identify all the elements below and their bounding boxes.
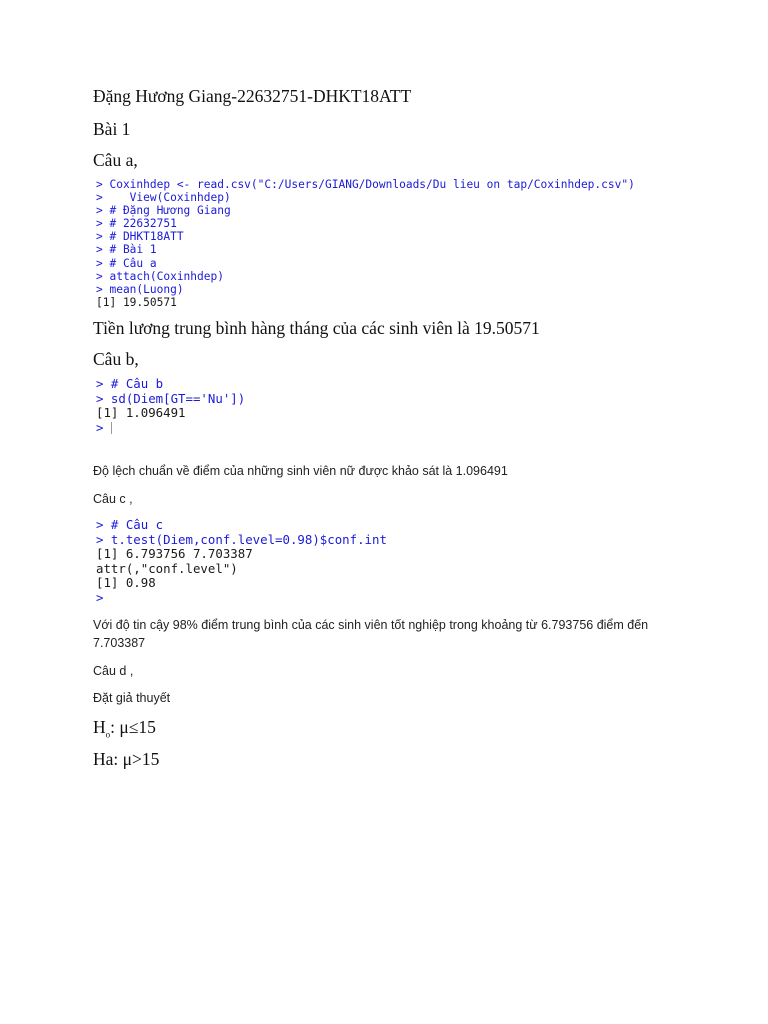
console-command-line: > Coxinhdep <- read.csv("C:/Users/GIANG/Downloads/Du lieu on tap/Coxinhdep.csv") (96, 178, 635, 191)
console-prompt: > (96, 589, 104, 605)
section-a-conclusion: Tiền lương trung bình hàng tháng của các sinh viên là 19.50571 (93, 318, 540, 338)
console-command-line: > attach(Coxinhdep) (96, 269, 224, 283)
console-command-line: > # Đặng Hương Giang (96, 204, 231, 218)
text-cursor (111, 422, 112, 434)
console-prompt: > (96, 421, 245, 436)
null-hypothesis: $H_o$: μ≤15 (93, 717, 156, 740)
section-a-title: Câu a, (93, 150, 138, 170)
console-output-line: [1] 1.096491 (96, 405, 186, 421)
document-header: Đặng Hương Giang-22632751-DHKT18ATT (93, 86, 412, 106)
console-command-line: > # Bài 1 (96, 243, 157, 257)
console-output-line: [1] 0.98 (96, 575, 156, 591)
console-command-line: > # Câu a (96, 256, 157, 270)
console-command-line: > # Câu c (96, 517, 164, 532)
console-command-line: > t.test(Diem,conf.level=0.98)$conf.int (96, 531, 387, 547)
exercise-title: Bài 1 (93, 119, 131, 139)
console-command-line: > View(Coxinhdep) (96, 191, 231, 205)
console-command-line: > # 22632751 (96, 217, 177, 231)
section-d-title: Câu d , (93, 664, 134, 678)
console-command-line: > mean(Luong) (96, 282, 184, 296)
alternative-hypothesis: Ha: μ>15 (93, 749, 160, 769)
section-b-title: Câu b, (93, 349, 139, 369)
section-c-conclusion-line1: Với độ tin cậy 98% điểm trung bình của các sinh viên tốt nghiệp trong khoảng từ 6.793756 điểm đến (93, 618, 649, 632)
r-console-c (96, 518, 387, 606)
console-output-line: [1] 19.50571 (96, 295, 177, 309)
console-command-line: > sd(Diem[GT=='Nu']) (96, 390, 246, 406)
section-c-conclusion-line2: 7.703387 (93, 636, 146, 650)
r-console-a (96, 178, 635, 309)
section-b-conclusion: Độ lệch chuẩn về điểm của những sinh viên nữ được khảo sát là 1.096491 (93, 464, 508, 478)
console-output-line: attr(,"conf.level") (96, 560, 238, 576)
hypothesis-intro: Đặt giả thuyết (93, 691, 171, 705)
console-command-line: > # Câu b (96, 376, 164, 391)
r-console-b (96, 377, 245, 435)
console-output-line: [1] 6.793756 7.703387 (96, 546, 253, 562)
section-c-title: Câu c , (93, 492, 133, 506)
console-command-line: > # DHKT18ATT (96, 230, 184, 244)
